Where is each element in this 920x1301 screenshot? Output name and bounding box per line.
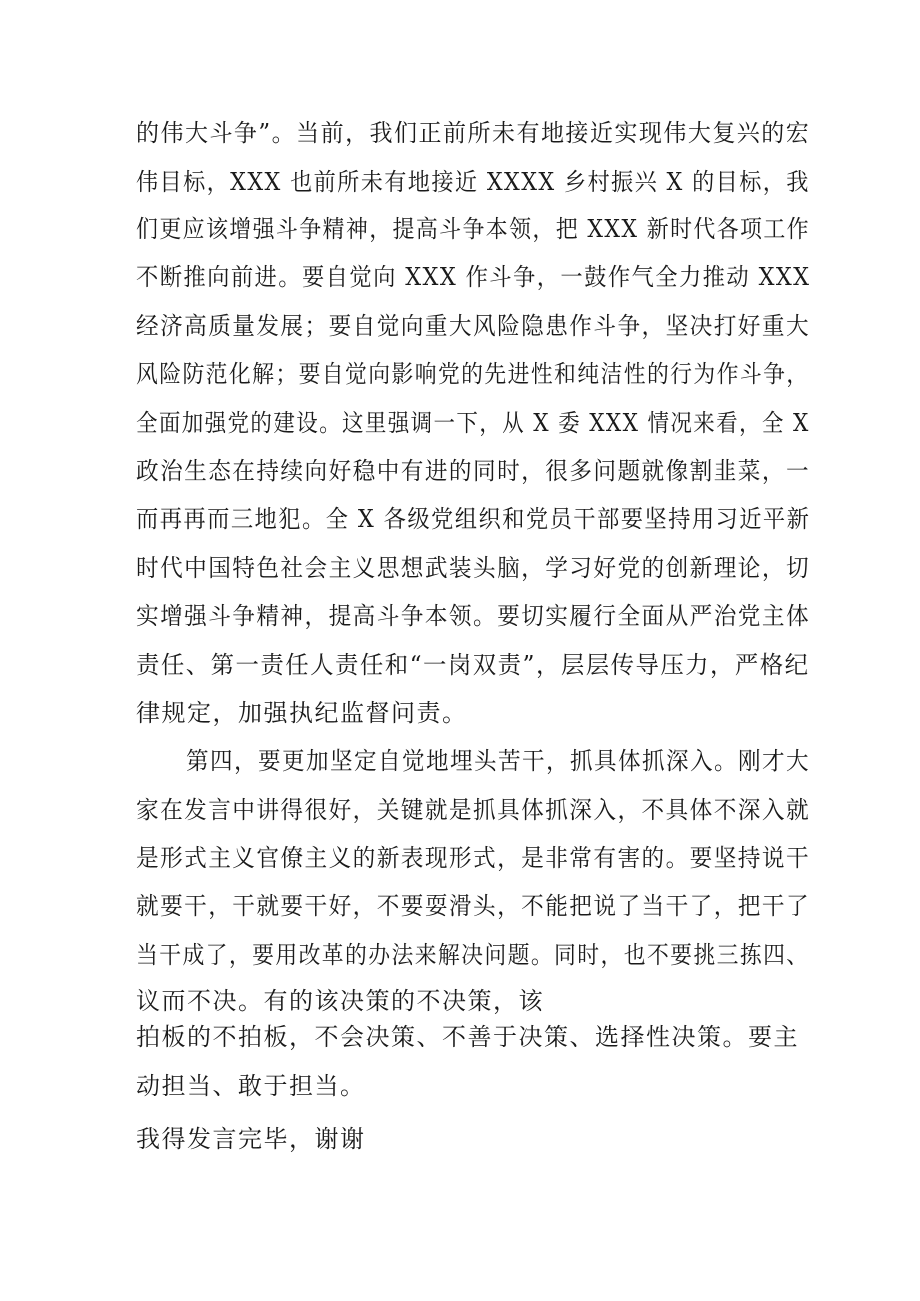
body-text-line: 家在发言中讲得很好，关键就是抓具体抓深入，不具体不深入就 [136, 796, 811, 824]
body-text-line: 而再再而三地犯。全 X 各级党组织和党员干部要坚持用习近平新 [136, 505, 811, 533]
closing-remark: 我得发言完毕，谢谢 [136, 1125, 366, 1153]
body-text-line: 政治生态在持续向好稳中有进的同时，很多问题就像割韭菜，一 [136, 457, 811, 485]
body-text-line: 不断推向前进。要自觉向 XXX 作斗争，一鼓作气全力推动 XXX [136, 263, 811, 291]
paragraph-first-line: 第四，要更加坚定自觉地埋头苦干，抓具体抓深入。刚才大 [186, 747, 811, 775]
body-text-line: 是形式主义官僚主义的新表现形式，是非常有害的。要坚持说干 [136, 844, 811, 872]
body-text-line: 议而不决。有的该决策的不决策，该 [136, 987, 544, 1015]
body-text-line: 经济高质量发展；要自觉向重大风险隐患作斗争，坚决打好重大 [136, 312, 811, 340]
body-text-line: 拍板的不拍板，不会决策、不善于决策、选择性决策。要主 [136, 1023, 799, 1051]
body-text-line: 当干成了，要用改革的办法来解决问题。同时，也不要挑三拣四、 [136, 941, 810, 969]
body-text-line: 就要干，干就要干好，不要耍滑头，不能把说了当干了，把干了 [136, 892, 811, 920]
body-text-line: 们更应该增强斗争精神，提高斗争本领，把 XXX 新时代各项工作 [136, 215, 811, 243]
body-text-line: 实增强斗争精神，提高斗争本领。要切实履行全面从严治党主体 [136, 602, 811, 630]
body-text-line: 律规定，加强执纪监督问责。 [136, 699, 468, 727]
body-text-line: 动担当、敢于担当。 [136, 1072, 366, 1100]
body-text-line: 的伟大斗争”。当前，我们正前所未有地接近实现伟大复兴的宏 [136, 119, 811, 147]
body-text-line: 伟目标，XXX 也前所未有地接近 XXXX 乡村振兴 X 的目标，我 [136, 168, 810, 196]
body-text-line: 风险防范化解；要自觉向影响党的先进性和纯洁性的行为作斗争， [136, 360, 810, 388]
body-text-line: 全面加强党的建设。这里强调一下，从 X 委 XXX 情况来看，全 X [136, 409, 810, 437]
body-text-line: 责任、第一责任人责任和“一岗双责”，层层传导压力，严格纪 [136, 651, 810, 679]
body-text-line: 时代中国特色社会主义思想武装头脑，学习好党的创新理论，切 [136, 554, 811, 582]
